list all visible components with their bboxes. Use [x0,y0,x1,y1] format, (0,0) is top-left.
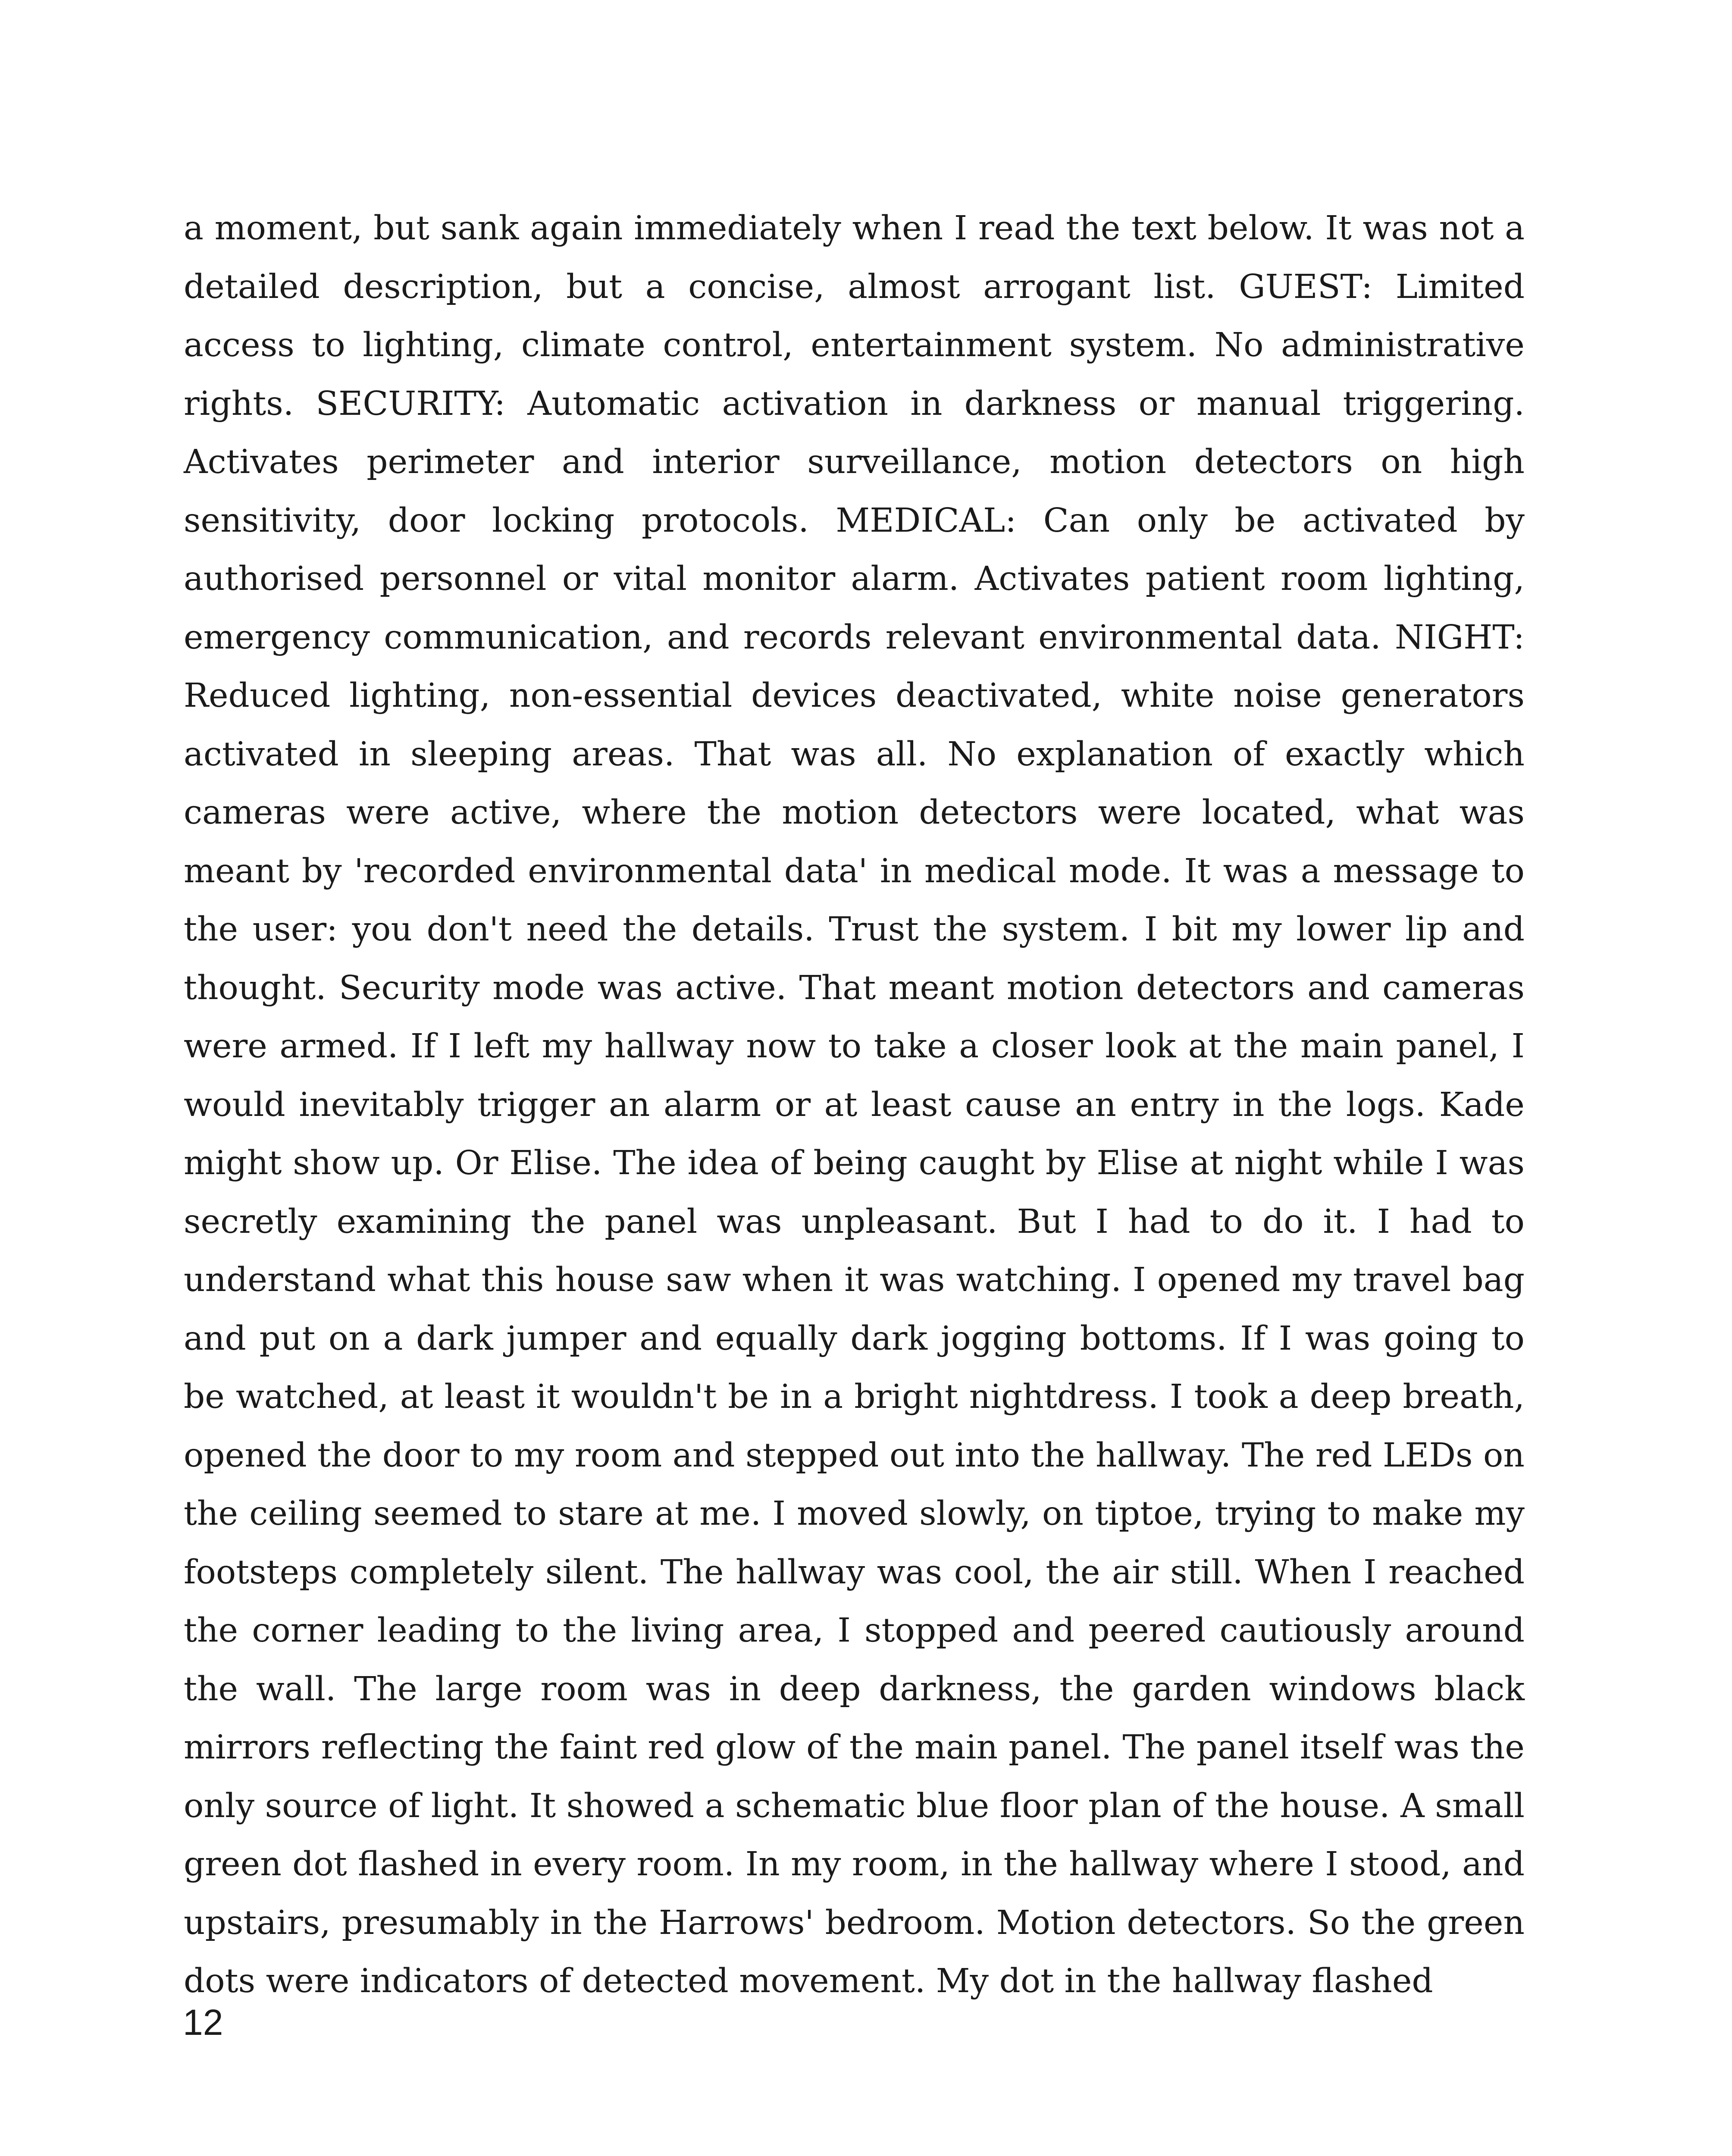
body-paragraph: a moment, but sank again immediately when I read the text below. It was not a detailed description, but a concise, almost arrogant list. GUEST: Limited access to lighting, climate control, entertainment system. No administrative rights. SECURITY: Automatic activation in darkness or manual triggering. Activates perimeter and interior surveillance, motion detectors on high sensitivity, door locking protocols. MEDICAL: Can only be activated by authorised personnel or vital monitor alarm. Activates patient room lighting, emergency communication, and records relevant environmental data. NIGHT: Reduced lighting, non-essential devices deactivated, white noise generators activated in sleeping areas. That was all. No explanation of exactly which cameras were active, where the motion detectors were located, what was meant by 'recorded environmental data' in medical mode. It was a message to the user: you don't need the details. Trust the system. I bit my lower lip and thought. Security mode was active. That meant motion detectors and cameras were armed. If I left my hallway now to take a closer look at the main panel, I would inevitably trigger an alarm or at least cause an entry in the logs. Kade might show up. Or Elise. The idea of being caught by Elise at night while I was secretly examining the panel was unpleasant. But I had to do it. I had to understand what this house saw when it was watching. I opened my travel bag and put on a dark jumper and equally dark jogging bottoms. If I was going to be watched, at least it wouldn't be in a bright nightdress. I took a deep breath, opened the door to my room and stepped out into the hallway. The red LEDs on the ceiling seemed to stare at me. I moved slowly, on tiptoe, trying to make my footsteps completely silent. The hallway was cool, the air still. When I reached the corner leading to the living area, I stopped and peered cautiously around the wall. The large room was in deep darkness, the garden windows black mirrors reflecting the faint red glow of the main panel. The panel itself was the only source of light. It showed a schematic blue floor plan of the house. A small green dot flashed in every room. In my room, in the hallway where I stood, and upstairs, presumably in the Harrows' bedroom. Motion detectors. So the green dots were indicators of detected movement. My dot in the hallway flashed [184,209,1525,2000]
page-number: 12 [183,2002,223,2043]
